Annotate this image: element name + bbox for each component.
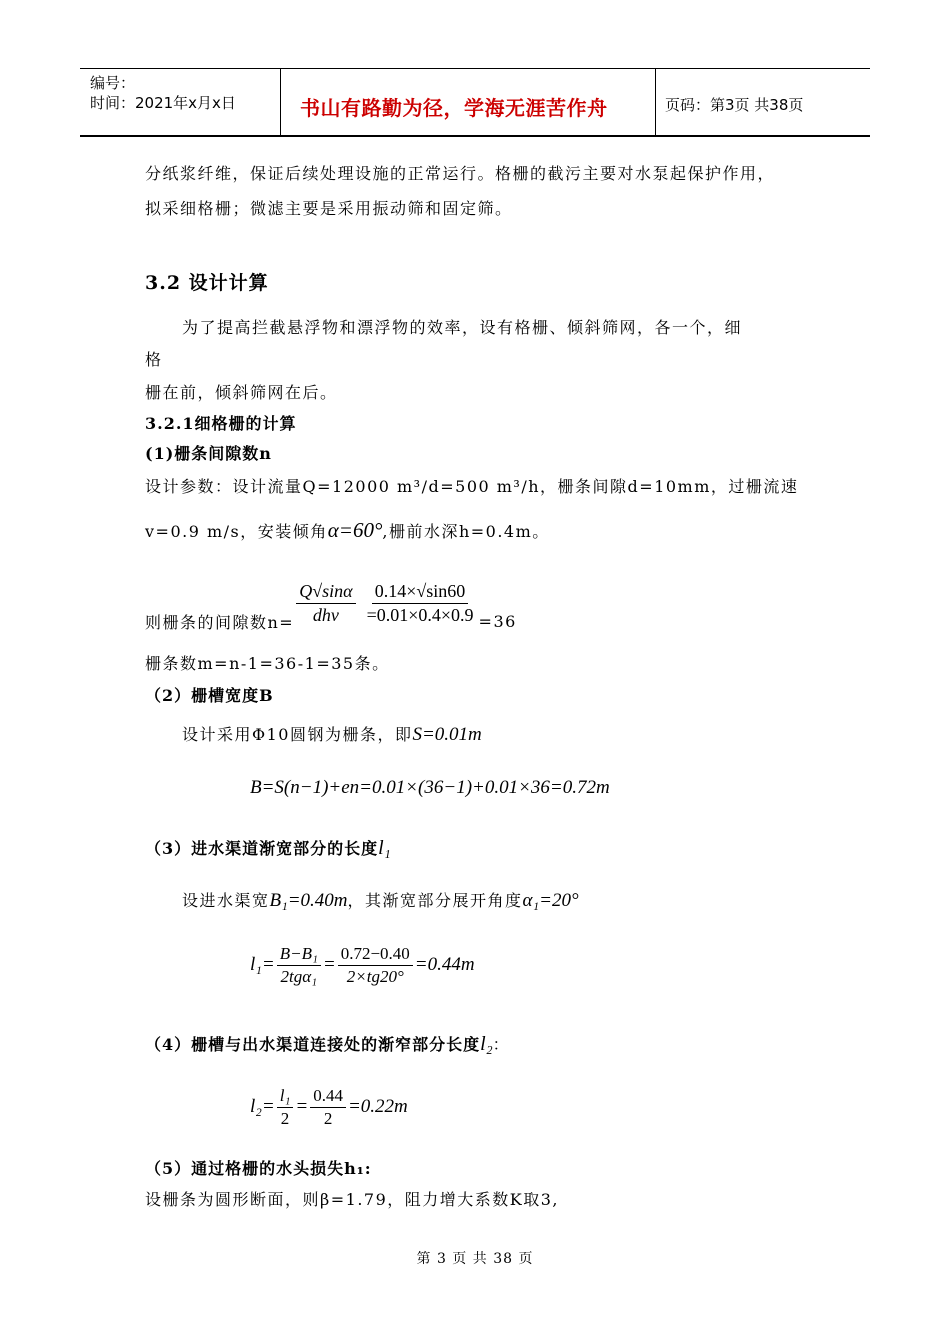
intro-line-1: 分纸浆纤维，保证后续处理设施的正常运行。格栅的截污主要对水泵起保护作用， bbox=[145, 164, 776, 183]
l1-frac1-numerator: B−B₁ bbox=[277, 944, 321, 966]
l2-formula: l₂= $\frac{\text{l₁}}{2}$ = $\frac{0.44}{2}$ =0.22m bbox=[250, 1086, 408, 1128]
header-divider-left bbox=[280, 68, 281, 136]
l2-symbol: l₂ bbox=[480, 1033, 493, 1055]
n-formula-label: 则栅条的间隙数n= bbox=[145, 613, 295, 632]
item1-params-text-b: v=0.9 m/s，安装倾角 bbox=[145, 522, 328, 541]
item3-title-line bbox=[145, 836, 391, 860]
n-numeric-denominator: =0.01×0.4×0.9 bbox=[366, 605, 474, 625]
l1-frac2-denominator: 2×tg20° bbox=[346, 966, 404, 986]
alpha-equation: α=60° bbox=[327, 518, 383, 542]
l2-lhs: l₂= bbox=[250, 1096, 275, 1118]
l2-frac2-denominator: 2 bbox=[323, 1108, 333, 1128]
l1-numeric-fraction bbox=[338, 944, 413, 986]
b1-equation: B₁=0.40m bbox=[269, 890, 348, 911]
header-bottom-rule bbox=[80, 135, 870, 137]
para1-line-1: 为了提高拦截悬浮物和漂浮物的效率，设有格栅、倾斜筛网，各一个，细 bbox=[182, 318, 743, 337]
page-footer: 第 3 页 共 38 页 bbox=[416, 1251, 534, 1267]
item1-params-line-a: 设计参数：设计流量Q=12000 m³/d=500 m³/h，栅条间隙d=10mm，过栅流速 bbox=[145, 477, 799, 496]
l2-symbolic-fraction bbox=[277, 1086, 294, 1128]
item1-params-text-c: ,栅前水深h=0.4m。 bbox=[382, 522, 550, 541]
item3-title: （3）进水渠道渐宽部分的长度 bbox=[145, 839, 379, 858]
item3-text-a: 设进水渠宽 bbox=[182, 891, 270, 910]
para1-line-2: 格 bbox=[145, 350, 163, 369]
item3-text-line bbox=[182, 888, 579, 912]
b-equation: B=S(n−1)+en=0.01×(36−1)+0.01×36=0.72m bbox=[250, 777, 610, 798]
n-symbolic-numerator: Q√sinα bbox=[296, 581, 355, 604]
item3-text-b: ，其渐宽部分展开角度 bbox=[347, 891, 523, 910]
header-divider-right bbox=[655, 68, 656, 136]
s-equation: S=0.01m bbox=[412, 724, 482, 745]
doc-number-label: 编号： bbox=[90, 74, 136, 92]
l1-symbolic-fraction bbox=[277, 944, 321, 986]
intro-line-2: 拟采细格栅；微滤主要是采用振动筛和固定筛。 bbox=[145, 199, 513, 218]
date-label: 时间：2021年x月x日 bbox=[90, 94, 236, 112]
subsection-title: 3.2.1细格栅的计算 bbox=[145, 414, 297, 433]
item4-title-line bbox=[145, 1032, 510, 1056]
header-top-rule bbox=[80, 68, 870, 69]
item1-params-line-b bbox=[145, 518, 550, 543]
n-symbolic-fraction bbox=[296, 581, 355, 625]
item5-title: （5）通过格栅的水头损失h₁: bbox=[145, 1159, 372, 1178]
item1-bar-count: 栅条数m=n-1=36-1=35条。 bbox=[145, 654, 390, 673]
n-formula bbox=[145, 574, 517, 633]
l1-result: =0.44m bbox=[414, 954, 475, 976]
item4-colon: ： bbox=[492, 1035, 511, 1054]
l1-formula: l₁= $\frac{\text{B−B₁}}{\text{2tgα₁}}$ = $\frac{0.72-0.40}{2\times tg20^\circ}$ =0.44m bbox=[250, 944, 475, 986]
l1-frac2-numerator: 0.72−0.40 bbox=[338, 944, 413, 966]
n-symbolic-denominator: dhv bbox=[312, 605, 339, 625]
item5-text: 设栅条为圆形断面，则β=1.79，阻力增大系数K取3, bbox=[145, 1190, 560, 1209]
l1-symbol: l₁ bbox=[378, 837, 391, 859]
l1-lhs: l₁= bbox=[250, 954, 275, 976]
item1-title: (1)栅条间隙数n bbox=[145, 444, 272, 463]
header-motto: 书山有路勤为径，学海无涯苦作舟 bbox=[300, 96, 608, 120]
alpha1-equation: α₁=20° bbox=[522, 890, 579, 911]
l2-result: =0.22m bbox=[347, 1096, 408, 1118]
item4-title: （4）栅槽与出水渠道连接处的渐窄部分长度 bbox=[145, 1035, 481, 1054]
l2-frac1-numerator: l₁ bbox=[277, 1086, 294, 1108]
item2-text-line bbox=[182, 722, 482, 746]
n-numeric-fraction bbox=[364, 581, 477, 625]
l2-numeric-fraction bbox=[310, 1086, 346, 1128]
item2-text: 设计采用Φ10圆钢为栅条，即 bbox=[182, 725, 413, 744]
section-title: 3.2 设计计算 bbox=[145, 272, 269, 294]
item2-title: （2）栅槽宽度B bbox=[145, 686, 274, 705]
l2-frac2-numerator: 0.44 bbox=[310, 1086, 346, 1108]
para1-line-3: 栅在前，倾斜筛网在后。 bbox=[145, 383, 338, 402]
n-numeric-numerator: 0.14×√sin60 bbox=[372, 581, 469, 604]
l1-frac1-denominator: 2tgα₁ bbox=[280, 966, 318, 986]
header-page-info: 页码：第3页 共38页 bbox=[665, 96, 804, 114]
l2-frac1-denominator: 2 bbox=[280, 1108, 290, 1128]
n-formula-result: =36 bbox=[478, 612, 517, 631]
